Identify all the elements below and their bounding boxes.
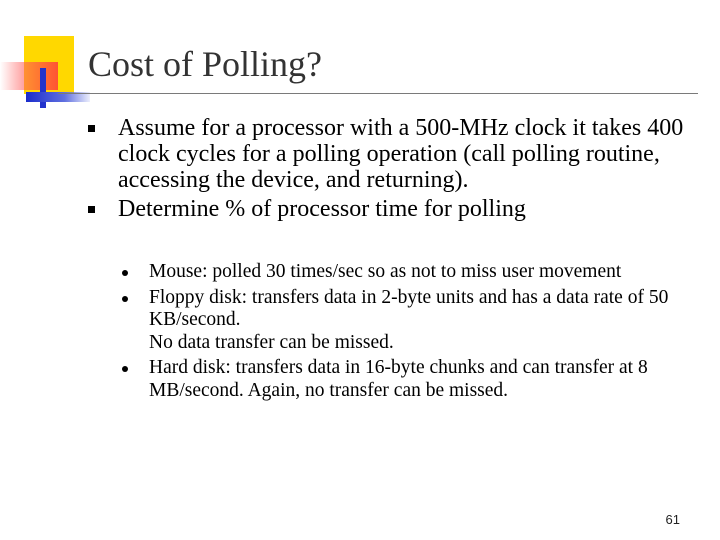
bullet-list [88,115,688,225]
sub-bullet-floppy-disk [118,287,698,355]
round-bullet-icon [122,270,128,276]
slide-title: Cost of Polling? [88,44,323,84]
sub-bullet-hard-disk [118,357,698,402]
bullet-text: Determine % of processor time for polling [118,196,526,222]
bullet-item-determine [88,196,688,222]
sub-bullet-text: Floppy disk: transfers data in 2-byte units and has a data rate of 50 KB/second. [149,286,669,330]
sub-bullet-list [118,261,698,405]
title-divider [58,93,698,94]
bullet-text: Assume for a processor with a 500-MHz clock it takes 400 clock cycles for a polling operation (call polling routine, accessing the device, and returning). [118,115,684,193]
decoration-blue-vertical-bar [40,68,46,108]
round-bullet-icon [122,296,128,302]
bullet-item-assumption [88,115,688,193]
square-bullet-icon [88,125,95,132]
page-number: 61 [665,512,680,527]
sub-bullet-mouse [118,261,698,284]
sub-bullet-text: Mouse: polled 30 times/sec so as not to miss user movement [149,261,622,282]
round-bullet-icon [122,366,128,372]
square-bullet-icon [88,206,95,213]
sub-bullet-text-continued: No data transfer can be missed. [149,331,394,353]
sub-bullet-text: Hard disk: transfers data in 16-byte chunks and can transfer at 8 MB/second. Again, no transfer can be missed. [149,357,648,401]
decoration-red-bar [0,62,58,90]
